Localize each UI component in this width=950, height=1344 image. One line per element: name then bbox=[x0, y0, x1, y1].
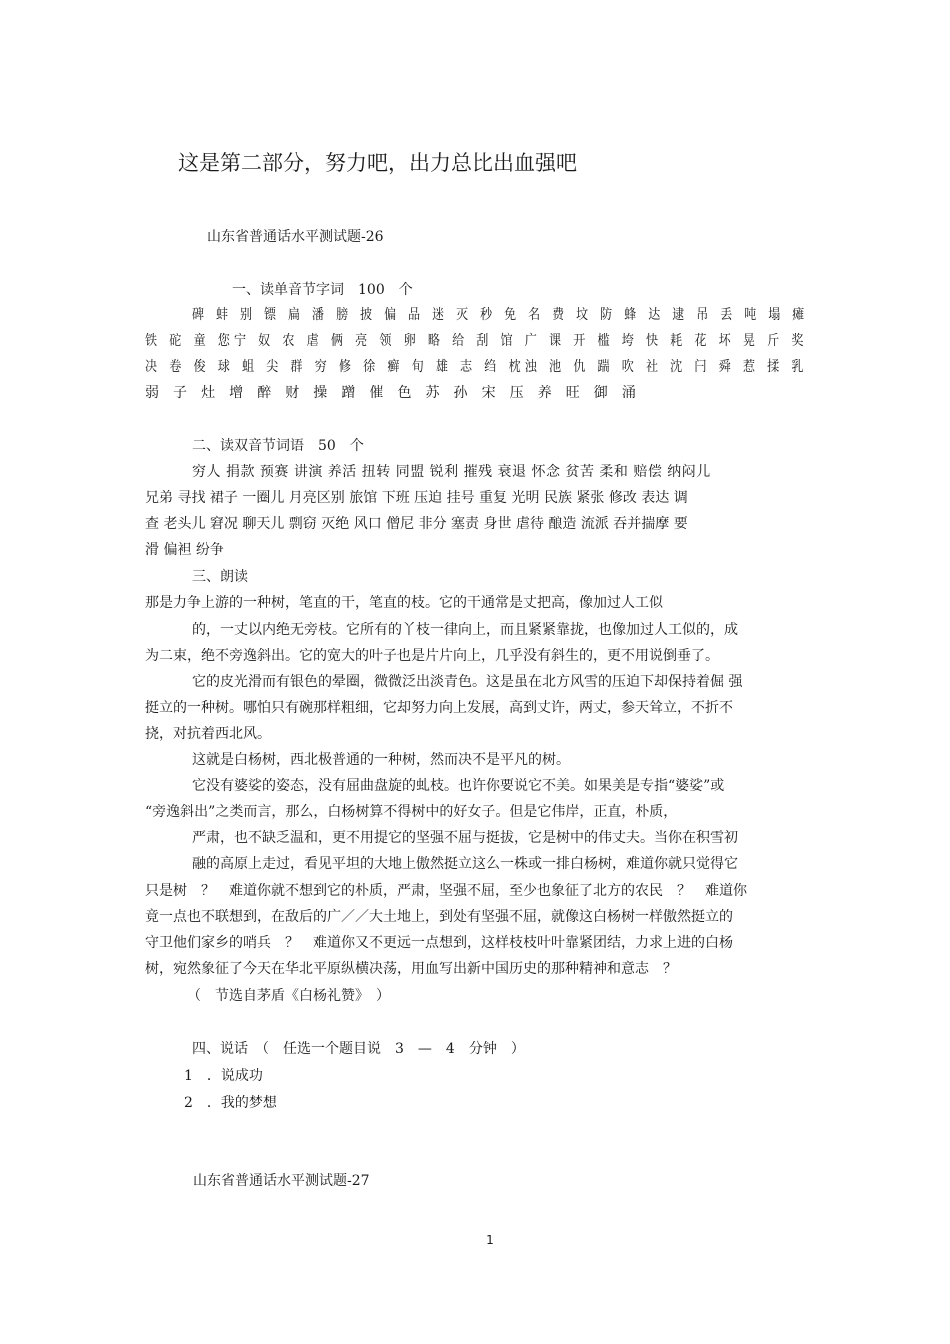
reading-line: 树，宛然象征了今天在华北平原纵横决荡，用血写出新中国历史的那种精神和意志 ？ bbox=[145, 961, 677, 977]
test-26-title: 山东省普通话水平测试题-26 bbox=[207, 229, 384, 245]
speaking-topic: 1 ．说成功 bbox=[184, 1068, 263, 1084]
reading-line: 挺立的一种树。哪怕只有碗那样粗细，它却努力向上发展，高到丈许，两丈，参天耸立，不折不 bbox=[145, 700, 733, 716]
reading-line: 严肃，也不缺乏温和，更不用提它的坚强不屈与挺拔，它是树中的伟丈夫。当你在积雪初 bbox=[192, 830, 738, 846]
test-27-title: 山东省普通话水平测试题-27 bbox=[193, 1173, 370, 1189]
reading-line: 那是力争上游的一种树，笔直的干，笔直的枝。它的干通常是丈把高，像加过人工似 bbox=[145, 595, 663, 611]
section-1-row: 碑 蚌 别 镖 扁 潘 膀 披 偏 品 迷 灭 秒 免 名 费 坟 防 蜂 达 逮 吊 丢 吨 塌 瘫 bbox=[192, 307, 809, 323]
section-3-title: 三、朗读 bbox=[192, 569, 248, 585]
page-number: 1 bbox=[486, 1233, 494, 1247]
section-1-row: 弱 子 灶 增 醉 财 操 蹭 催 色 苏 孙 宋 压 养 旺 御 涌 bbox=[145, 385, 641, 401]
reading-line: 竟一点也不联想到，在敌后的广／／大土地上，到处有坚强不屈，就像这白杨树一样傲然挺立的 bbox=[145, 909, 733, 925]
reading-line: 为二束，绝不旁逸斜出。它的宽大的叶子也是片片向上，几乎没有斜生的，更不用说倒垂了。 bbox=[145, 648, 719, 664]
reading-line: 这就是白杨树，西北极普通的一种树，然而决不是平凡的树。 bbox=[192, 752, 570, 768]
section-1-row: 铁 砣 童 您宁 奴 农 虐 俩 亮 领 卵 略 给 刮 馆 广 课 开 槛 垮 快 耗 花 坏 晃 斤 奖 bbox=[145, 333, 808, 349]
reading-line: 融的高原上走过，看见平坦的大地上傲然挺立这么一株或一排白杨树，难道你就只觉得它 bbox=[192, 856, 738, 872]
reading-line: 挠，对抗着西北风。 bbox=[145, 726, 271, 742]
reading-line: “旁逸斜出”之类而言，那么，白杨树算不得树中的好女子。但是它伟岸，正直，朴质， bbox=[145, 804, 678, 820]
section-2-row: 兄弟 寻找 裙子 一圈儿 月亮区别 旅馆 下班 压迫 挂号 重复 光明 民族 紧张 修改 表达 调 bbox=[145, 490, 688, 506]
reading-line: 守卫他们家乡的哨兵 ？ 难道你又不更远一点想到，这样枝枝叶叶靠紧团结，力求上进的白杨 bbox=[145, 935, 733, 951]
reading-line: 它的皮光滑而有银色的晕圈，微微泛出淡青色。这是虽在北方风雪的压迫下却保持着倔 强 bbox=[192, 674, 743, 690]
reading-source: （ 节选自茅盾《白杨礼赞》 ） bbox=[187, 988, 390, 1004]
section-1-row: 决 卷 俊 球 蛆 尖 群 穷 修 徐 癣 旬 雄 志 绉 枕浊 池 仇 踹 吹 社 沈 闩 舜 惹 揉 乳 bbox=[145, 359, 808, 375]
reading-line: 的，一丈以内绝无旁枝。它所有的丫枝一律向上，而且紧紧靠拢，也像加过人工似的，成 bbox=[192, 622, 738, 638]
section-4-title: 四、说话 （ 任选一个题目说 3 — 4 分钟 ） bbox=[192, 1041, 525, 1057]
section-2-row: 穷人 捐款 预赛 讲演 养活 扭转 同盟 锐利 摧残 衰退 怀念 贫苦 柔和 赔偿 纳闷儿 bbox=[192, 464, 711, 480]
reading-line: 只是树 ？ 难道你就不想到它的朴质，严肃，坚强不屈，至少也象征了北方的农民 ？ 难道你 bbox=[145, 883, 747, 899]
page-header-text: 这是第二部分，努力吧，出力总比出血强吧 bbox=[178, 151, 577, 175]
section-2-row: 滑 偏袒 纷争 bbox=[145, 542, 224, 558]
section-1-title: 一、读单音节字词 100 个 bbox=[232, 282, 413, 298]
section-2-row: 查 老头儿 窘况 聊天儿 剽窃 灭绝 风口 僧尼 非分 塞责 身世 虐待 酿造 流派 吞并揣摩 要 bbox=[145, 516, 688, 532]
reading-line: 它没有婆娑的姿态，没有屈曲盘旋的虬枝。也许你要说它不美。如果美是专指“婆娑”或 bbox=[192, 778, 725, 794]
section-2-title: 二、读双音节词语 50 个 bbox=[192, 438, 364, 454]
speaking-topic: 2 ．我的梦想 bbox=[184, 1095, 277, 1111]
